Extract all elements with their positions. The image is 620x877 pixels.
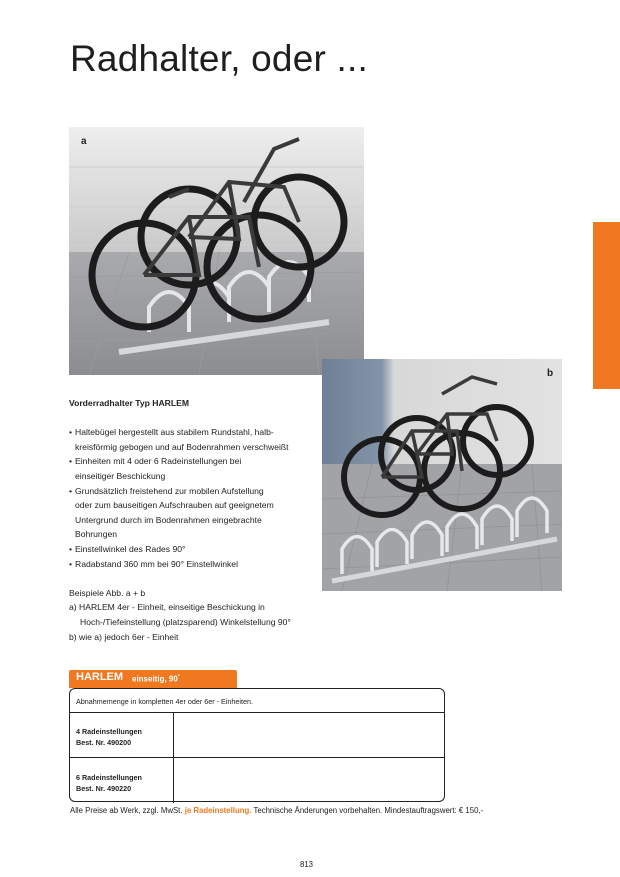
feature-item: • Grundsätzlich freistehend zur mobilen Aufstellung (69, 484, 319, 499)
example-line: Hoch-/Tiefeinstellung (platzsparend) Winkelstellung 90° (80, 616, 291, 627)
photo-label-a: a (81, 136, 87, 147)
examples-title: Beispiele Abb. a + b (69, 587, 146, 598)
page-number: 813 (300, 860, 314, 869)
footnote-text: Technische Änderungen vorbehalten. Mindestauftragswert: € 150,- (253, 806, 484, 815)
bicycle-rack-photo-b-image (322, 359, 562, 591)
feature-list (69, 425, 319, 571)
row-title: 6 Radeinstellungen (76, 773, 142, 782)
order-quantity-note: Abnahmemenge in kompletten 4er oder 6er - Einheiten. (76, 697, 253, 706)
feature-item: Bohrungen (75, 529, 118, 540)
photo-label-b: b (547, 368, 554, 379)
feature-item: • Radabstand 360 mm bei 90° Einstellwinkel (69, 557, 319, 572)
price-footnote (70, 806, 483, 815)
examples-block (69, 586, 319, 644)
feature-item: einseitiger Beschickung (75, 470, 166, 481)
bicycle-rack-photo-a-image (69, 127, 364, 375)
row-order-number: Best. Nr. 490220 (76, 784, 132, 793)
feature-item: • Einheiten mit 4 oder 6 Radeinstellungen bei (69, 454, 319, 469)
table-divider (70, 757, 444, 758)
table-row-6-slots (76, 772, 142, 794)
example-line: a) HARLEM 4er - Einheit, einseitige Beschickung in (69, 602, 265, 613)
row-title: 4 Radeinstellungen (76, 727, 142, 736)
feature-item: Untergrund durch im Bodenrahmen eingebrachte (75, 514, 262, 525)
feature-item: • Haltebügel hergestellt aus stabilem Rundstahl, halb- (69, 425, 319, 440)
footnote-highlight: je Radeinstellung. (184, 806, 252, 815)
product-photo-b (322, 359, 562, 591)
table-divider (70, 712, 444, 713)
product-description (69, 396, 319, 644)
product-photo-a (69, 127, 364, 375)
price-table (69, 688, 445, 802)
variant-mark: ° (177, 674, 180, 680)
table-row-4-slots (76, 726, 142, 748)
table-column-divider (173, 713, 174, 803)
feature-item: kreisförmig gebogen und auf Bodenrahmen verschweißt (75, 441, 289, 452)
feature-item: • Einstellwinkel des Rades 90° (69, 542, 319, 557)
feature-item: oder zum bauseitigen Aufschrauben auf geeignetem (75, 500, 274, 511)
row-order-number: Best. Nr. 490200 (76, 738, 132, 747)
section-tab-marker (593, 222, 620, 389)
page-title: Radhalter, oder ... (70, 38, 368, 79)
footnote-text: Alle Preise ab Werk, zzgl. MwSt. (70, 806, 183, 815)
model-variant (132, 674, 180, 684)
product-heading: Vorderradhalter Typ HARLEM (69, 398, 190, 408)
price-table-header (69, 670, 237, 688)
example-line: b) wie a) jedoch 6er - Einheit (69, 631, 179, 642)
variant-text: einseitig, 90 (132, 674, 178, 684)
model-name: HARLEM (76, 671, 124, 683)
